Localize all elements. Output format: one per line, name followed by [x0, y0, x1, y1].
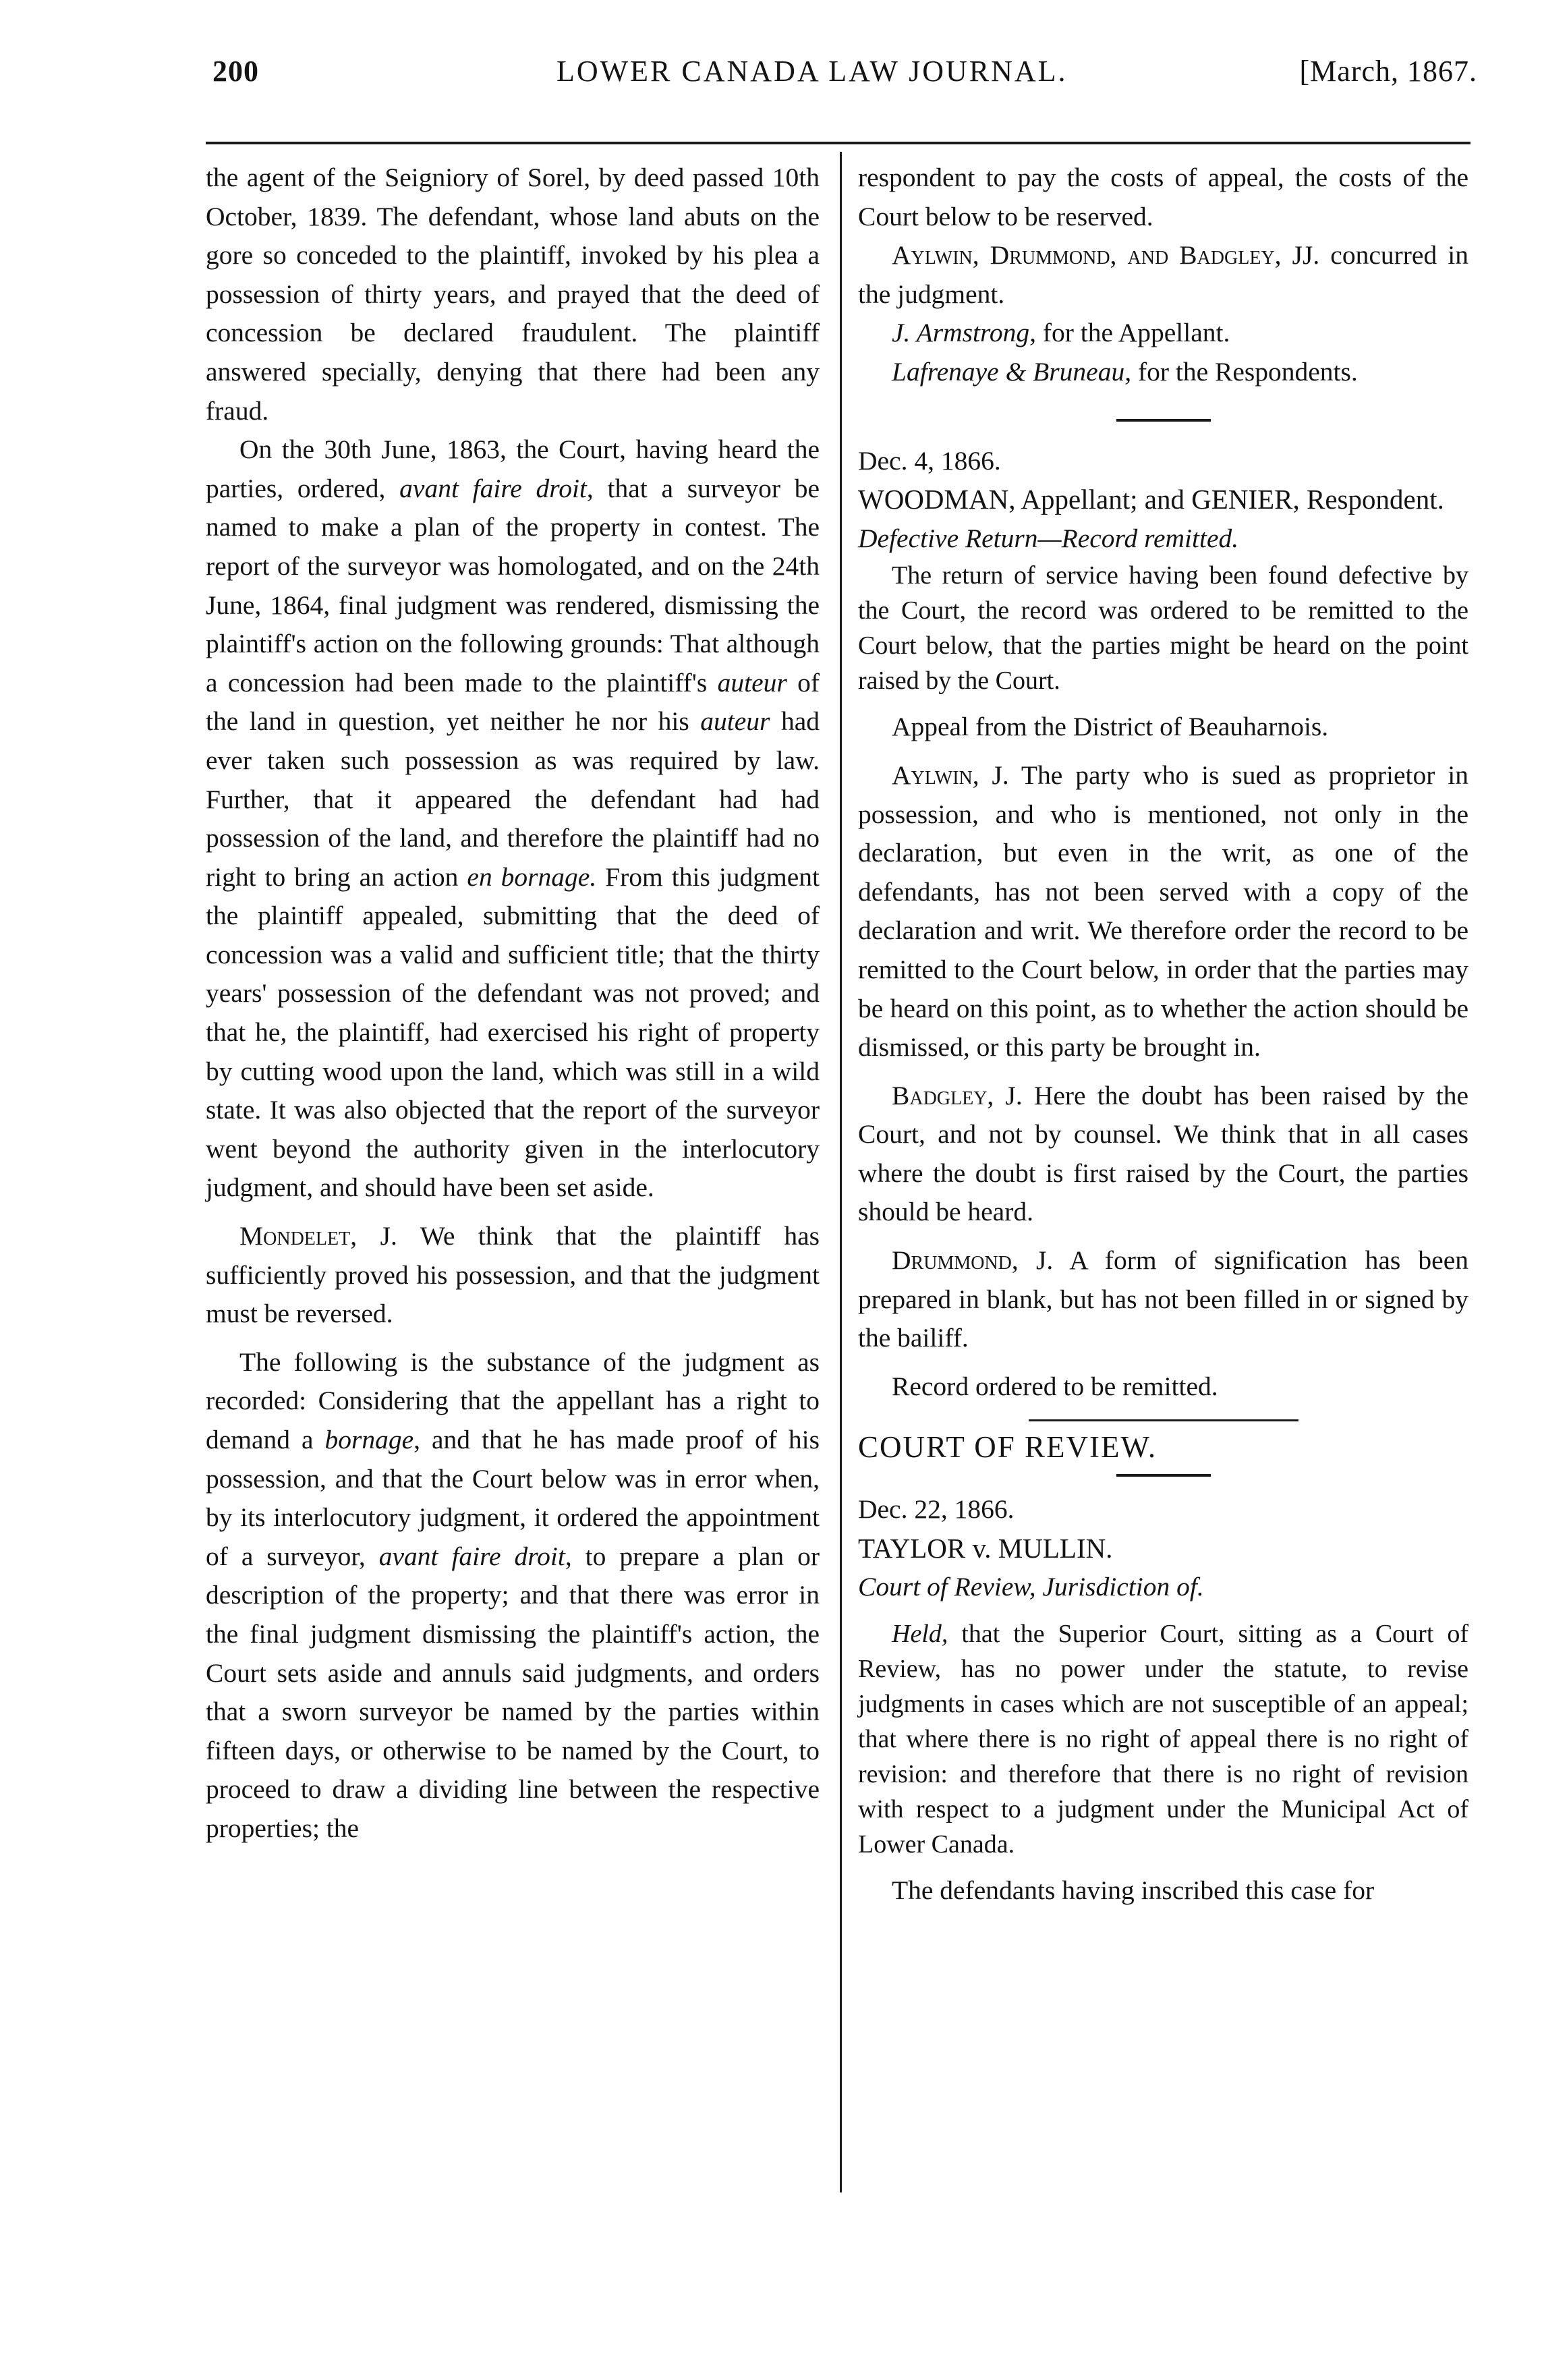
- column-divider: [840, 152, 842, 2192]
- case-headnote: The return of service having been found defective by the Court, the record was ordered to be remitted to the Court below, that the parties might be heard on the point raised by the Court.: [858, 561, 1468, 696]
- case-order: Record ordered to be remitted.: [892, 1371, 1218, 1401]
- header-rule: [206, 142, 1470, 144]
- case-headnote: Held, that the Superior Court, sitting as a Court of Review, has no power under the statute, to revise judgments in cases which are not susceptible of an appeal; that where there is no right of appeal there is no right of revision: and therefore that there is no right of revision with respect to a judgment under the Municipal Act of Lower Canada.: [858, 1619, 1468, 1859]
- counsel-appellant: J. Armstrong, for the Appellant.: [892, 318, 1230, 348]
- case-subject: Defective Return—Record remitted.: [858, 523, 1239, 553]
- case-title: WOODMAN, Appellant; and GENIER, Respondent.: [858, 484, 1444, 515]
- appeal-origin: Appeal from the District of Beauharnois.: [892, 712, 1329, 742]
- running-header: [212, 47, 1477, 101]
- section-divider: [1116, 419, 1211, 422]
- paragraph-continuation: The defendants having inscribed this case for: [892, 1875, 1375, 1905]
- case-date: Dec. 4, 1866.: [858, 445, 1001, 476]
- paragraph-badgley-opinion: Badgley, J. Here the doubt has been raised by the Court, and not by counsel. We think that in all cases where the doubt is first raised by the Court, the parties should be heard.: [858, 1080, 1469, 1227]
- journal-title: LOWER CANADA LAW JOURNAL.: [556, 55, 1068, 88]
- section-divider: [1029, 1419, 1298, 1421]
- paragraph-aylwin-opinion: Aylwin, J. The party who is sued as proprietor in possession, and who is mentioned, not only in the declaration, but even in the writ, as one of the defendants, has not been served with a copy of the declaration and writ. We therefore order the record to be remitted to the Court below, in order that the parties may be heard on this point, as to whether the action should be dismissed, or this party be brought in.: [858, 760, 1468, 1062]
- paragraph-drummond-opinion: Drummond, J. A form of signification has been prepared in blank, but has not been filled in or signed by the bailiff.: [858, 1245, 1468, 1353]
- paragraph-continuation: the agent of the Seigniory of Sorel, by deed passed 10th October, 1839. The defendant, whose land abuts on the gore so conceded to the plaintiff, invoked by his plea a possession of thirty years, and prayed that the deed of concession be declared fraudulent. The plaintiff answered specially, denying that there had been any fraud.: [206, 163, 820, 426]
- issue-date: [March, 1867.: [1299, 55, 1477, 88]
- judge-name: Mondelet, J.: [239, 1221, 397, 1251]
- paragraph-judgment: The following is the substance of the judgment as recorded: Considering that the appellant has a right to demand a bornage, and that he has made proof of his possession, and that the Court below was in error when, by its interlocutory judgment, it ordered the appointment of a surveyor, avant faire droit, to prepare a plan or description of the property; and that there was error in the final judgment dismissing the plaintiff's action, the Court sets aside and annuls said judgments, and orders that a sworn surveyor be named by the parties within fifteen days, or otherwise to be named by the Court, to proceed to draw a dividing line between the respective properties; the: [206, 1347, 820, 1843]
- section-divider: [1116, 1474, 1211, 1477]
- paragraph-procedure: On the 30th June, 1863, the Court, having heard the parties, ordered, avant faire droit, that a surveyor be named to make a plan of the property in contest. The report of the surveyor was homologated, and on the 24th June, 1864, final judgment was rendered, dismissing the plaintiff's action on the following grounds: That although a concession had been made to the plaintiff's auteur of the land in question, yet neither he nor his auteur had ever taken such possession as was required by law. Further, that it appeared the defendant had had possession of the land, and therefore the plaintiff had no right to bring an action en bornage. From this judgment the plaintiff appealed, submitting that the deed of concession was a valid and sufficient title; that the thirty years' possession of the defendant was not proved; and that he, the plaintiff, had exercised his right of property by cutting wood upon the land, which was still in a wild state. It was also objected that the report of the surveyor went beyond the authority given in the interlocutory judgment, and should have been set aside.: [206, 434, 820, 1203]
- left-column: [206, 159, 820, 1848]
- paragraph-concurrence: Aylwin, Drummond, and Badgley, JJ. concurred in the judgment.: [858, 240, 1468, 309]
- case-date: Dec. 22, 1866.: [858, 1494, 1015, 1525]
- right-column: [858, 159, 1468, 1910]
- case-title: TAYLOR v. MULLIN.: [858, 1532, 1113, 1564]
- section-heading: COURT OF REVIEW.: [858, 1430, 1158, 1465]
- page-number: 200: [212, 55, 259, 88]
- case-subject: Court of Review, Jurisdiction of.: [858, 1572, 1204, 1602]
- counsel-respondents: Lafrenaye & Bruneau, for the Respondents.: [892, 356, 1358, 387]
- paragraph-mondelet-opinion: Mondelet, J. We think that the plaintiff has sufficiently proved his possession, and that the judgment must be reversed.: [206, 1221, 820, 1329]
- paragraph-costs: respondent to pay the costs of appeal, the costs of the Court below to be reserved.: [858, 163, 1468, 231]
